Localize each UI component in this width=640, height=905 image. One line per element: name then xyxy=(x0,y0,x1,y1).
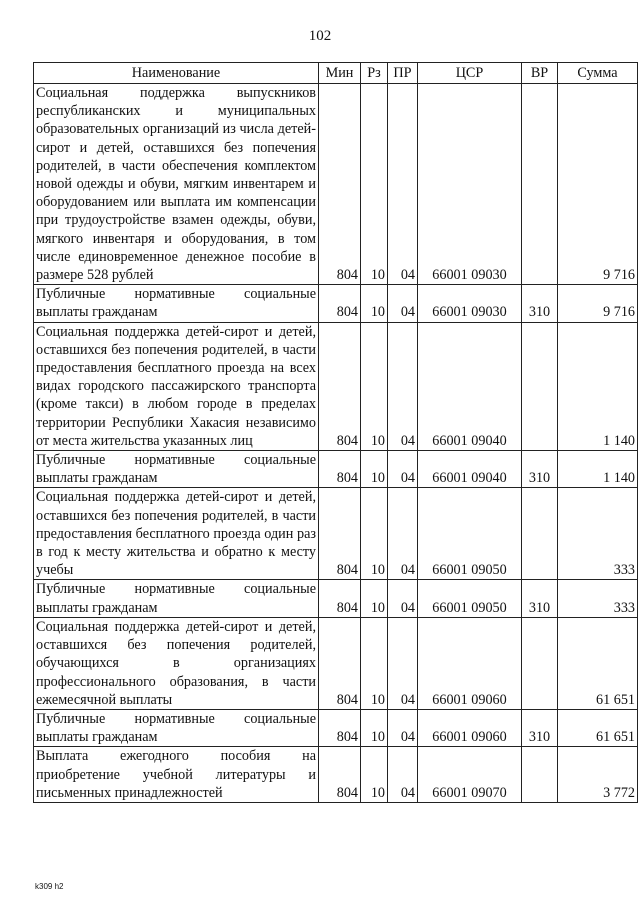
row-name: Выплата ежегодного пособия на приобретение учебной литературы и письменных принадлежностей xyxy=(34,747,319,803)
row-rz: 10 xyxy=(361,709,388,746)
row-csr: 66001 09060 xyxy=(418,709,522,746)
row-sum: 333 xyxy=(558,580,638,617)
row-pr: 04 xyxy=(388,747,418,803)
row-pr: 04 xyxy=(388,285,418,322)
row-sum: 61 651 xyxy=(558,709,638,746)
row-sum: 333 xyxy=(558,488,638,580)
row-min: 804 xyxy=(319,488,361,580)
row-name: Социальная поддержка детей-сирот и детей, оставшихся без попечения родителей, в части предоставления бесплатного проезда на всех видах городского пассажирского транспорта (кроме такси) в любом городе в пределах территории Республики Хакасия независимо от места жительства указанных лиц xyxy=(34,322,319,450)
row-min: 804 xyxy=(319,617,361,709)
row-name: Публичные нормативные социальные выплаты гражданам xyxy=(34,580,319,617)
row-rz: 10 xyxy=(361,747,388,803)
header-pr: ПР xyxy=(388,63,418,84)
row-name: Публичные нормативные социальные выплаты гражданам xyxy=(34,451,319,488)
table-row xyxy=(34,580,638,617)
row-csr: 66001 09070 xyxy=(418,747,522,803)
row-sum: 1 140 xyxy=(558,451,638,488)
row-pr: 04 xyxy=(388,451,418,488)
row-pr: 04 xyxy=(388,580,418,617)
row-vr: 310 xyxy=(522,285,558,322)
row-sum: 9 716 xyxy=(558,84,638,285)
header-vr: ВР xyxy=(522,63,558,84)
row-vr xyxy=(522,747,558,803)
row-name: Социальная поддержка детей-сирот и детей, оставшихся без попечения родителей, в части предоставления бесплатного проезда один раз в год к месту жительства и обратно к месту учебы xyxy=(34,488,319,580)
row-name: Социальная поддержка выпускников республиканских и муниципальных образовательных организаций из числа детей-сирот и детей, оставшихся без попечения родителей, в части обеспечения комплектом новой одежды и обуви, мягким инвентарем и оборудованием или выплата им компенсации при трудоустройстве взамен одежды, обуви, мягкого инвентаря и оборудования, в том числе единовременное денежное пособие в размере 528 рублей xyxy=(34,84,319,285)
header-name: Наименование xyxy=(34,63,319,84)
row-rz: 10 xyxy=(361,451,388,488)
row-sum: 1 140 xyxy=(558,322,638,450)
row-rz: 10 xyxy=(361,285,388,322)
row-min: 804 xyxy=(319,709,361,746)
row-pr: 04 xyxy=(388,709,418,746)
row-csr: 66001 09050 xyxy=(418,580,522,617)
row-sum: 61 651 xyxy=(558,617,638,709)
table-row xyxy=(34,488,638,580)
table-row xyxy=(34,84,638,285)
row-min: 804 xyxy=(319,285,361,322)
table-header-row xyxy=(34,63,638,84)
row-pr: 04 xyxy=(388,322,418,450)
row-vr xyxy=(522,488,558,580)
table-row xyxy=(34,747,638,803)
row-csr: 66001 09030 xyxy=(418,84,522,285)
row-min: 804 xyxy=(319,747,361,803)
row-rz: 10 xyxy=(361,580,388,617)
row-vr xyxy=(522,84,558,285)
table-row xyxy=(34,617,638,709)
row-vr xyxy=(522,617,558,709)
table-row xyxy=(34,322,638,450)
row-csr: 66001 09040 xyxy=(418,322,522,450)
header-min: Мин xyxy=(319,63,361,84)
row-vr: 310 xyxy=(522,451,558,488)
table-row xyxy=(34,709,638,746)
row-sum: 9 716 xyxy=(558,285,638,322)
row-csr: 66001 09030 xyxy=(418,285,522,322)
row-min: 804 xyxy=(319,580,361,617)
header-sum: Сумма xyxy=(558,63,638,84)
row-rz: 10 xyxy=(361,617,388,709)
budget-table xyxy=(33,62,638,803)
row-csr: 66001 09040 xyxy=(418,451,522,488)
row-min: 804 xyxy=(319,451,361,488)
row-rz: 10 xyxy=(361,322,388,450)
row-name: Публичные нормативные социальные выплаты гражданам xyxy=(34,709,319,746)
row-csr: 66001 09050 xyxy=(418,488,522,580)
row-pr: 04 xyxy=(388,488,418,580)
row-name: Социальная поддержка детей-сирот и детей, оставшихся без попечения родителей, обучающихся в организациях профессионального образования, в части ежемесячной выплаты xyxy=(34,617,319,709)
row-min: 804 xyxy=(319,322,361,450)
row-pr: 04 xyxy=(388,84,418,285)
row-vr xyxy=(522,322,558,450)
row-sum: 3 772 xyxy=(558,747,638,803)
row-pr: 04 xyxy=(388,617,418,709)
row-vr: 310 xyxy=(522,709,558,746)
table-row xyxy=(34,285,638,322)
row-rz: 10 xyxy=(361,488,388,580)
row-vr: 310 xyxy=(522,580,558,617)
page-number: 102 xyxy=(308,28,332,44)
row-name: Публичные нормативные социальные выплаты гражданам xyxy=(34,285,319,322)
row-csr: 66001 09060 xyxy=(418,617,522,709)
header-rz: Рз xyxy=(361,63,388,84)
row-min: 804 xyxy=(319,84,361,285)
footer-code: k309 h2 xyxy=(35,882,64,891)
row-rz: 10 xyxy=(361,84,388,285)
table-row xyxy=(34,451,638,488)
header-csr: ЦСР xyxy=(418,63,522,84)
